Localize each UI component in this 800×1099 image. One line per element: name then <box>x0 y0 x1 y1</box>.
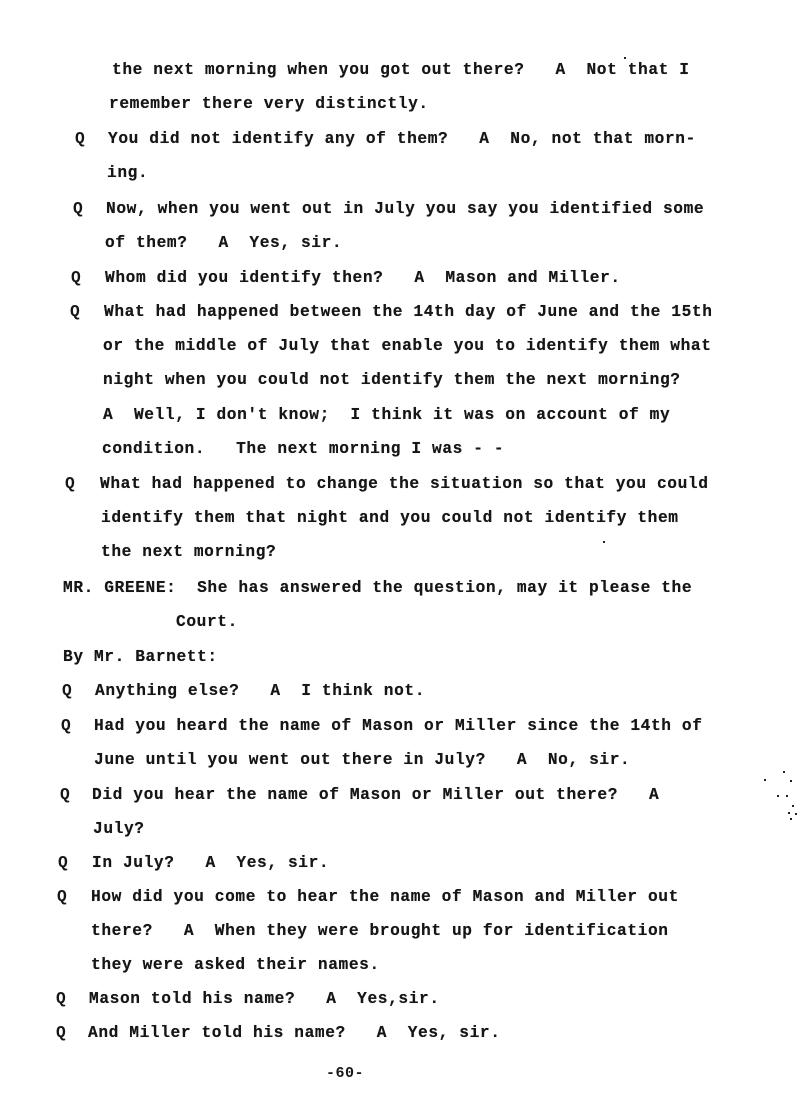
transcript-line: How did you come to hear the name of Mason and Miller out <box>91 888 679 906</box>
question-marker: Q <box>60 786 70 804</box>
transcript-line: You did not identify any of them? A No, not that morn- <box>108 130 696 148</box>
question-marker: Q <box>71 269 81 287</box>
transcript-line: the next morning when you got out there? A Not that I <box>112 61 690 79</box>
transcript-line: Whom did you identify then? A Mason and Miller. <box>105 269 621 287</box>
question-marker: Q <box>75 130 85 148</box>
page-number: -60- <box>326 1065 365 1082</box>
transcript-line: of them? A Yes, sir. <box>105 234 343 252</box>
transcript-line: or the middle of July that enable you to identify them what <box>103 337 712 355</box>
transcript-line: Mason told his name? A Yes,sir. <box>89 990 440 1008</box>
examiner-heading: By Mr. Barnett: <box>63 648 218 666</box>
question-marker: Q <box>65 475 75 493</box>
question-marker: Q <box>58 854 68 872</box>
transcript-line: Did you hear the name of Mason or Miller out there? A <box>92 786 660 804</box>
transcript-line: July? <box>93 820 145 838</box>
question-marker: Q <box>62 682 72 700</box>
transcript-line: the next morning? <box>101 543 277 561</box>
transcript-line: In July? A Yes, sir. <box>92 854 330 872</box>
transcript-line: What had happened between the 14th day of June and the 15th <box>104 303 713 321</box>
transcript-line: Anything else? A I think not. <box>95 682 426 700</box>
question-marker: Q <box>56 1024 66 1042</box>
question-marker: Q <box>56 990 66 1008</box>
transcript-line: Now, when you went out in July you say you identified some <box>106 200 705 218</box>
transcript-line: ing. <box>107 164 149 182</box>
transcript-line: condition. The next morning I was - - <box>102 440 505 458</box>
transcript-line: remember there very distinctly. <box>109 95 429 113</box>
question-marker: Q <box>61 717 71 735</box>
transcript-line: June until you went out there in July? A No, sir. <box>94 751 631 769</box>
transcript-line: there? A When they were brought up for identification <box>91 922 669 940</box>
speaker-line-greene: MR. GREENE: She has answered the question, may it please the <box>63 579 693 597</box>
transcript-line: What had happened to change the situation so that you could <box>100 475 709 493</box>
question-marker: Q <box>57 888 67 906</box>
transcript-line: Court. <box>176 613 238 631</box>
question-marker: Q <box>73 200 83 218</box>
transcript-line: Had you heard the name of Mason or Miller since the 14th of <box>94 717 703 735</box>
transcript-line: they were asked their names. <box>91 956 380 974</box>
answer-line: A Well, I don't know; I think it was on account of my <box>103 406 671 424</box>
question-marker: Q <box>70 303 80 321</box>
transcript-line: identify them that night and you could not identify them <box>101 509 679 527</box>
transcript-line: night when you could not identify them the next morning? <box>103 371 681 389</box>
transcript-line: And Miller told his name? A Yes, sir. <box>88 1024 501 1042</box>
